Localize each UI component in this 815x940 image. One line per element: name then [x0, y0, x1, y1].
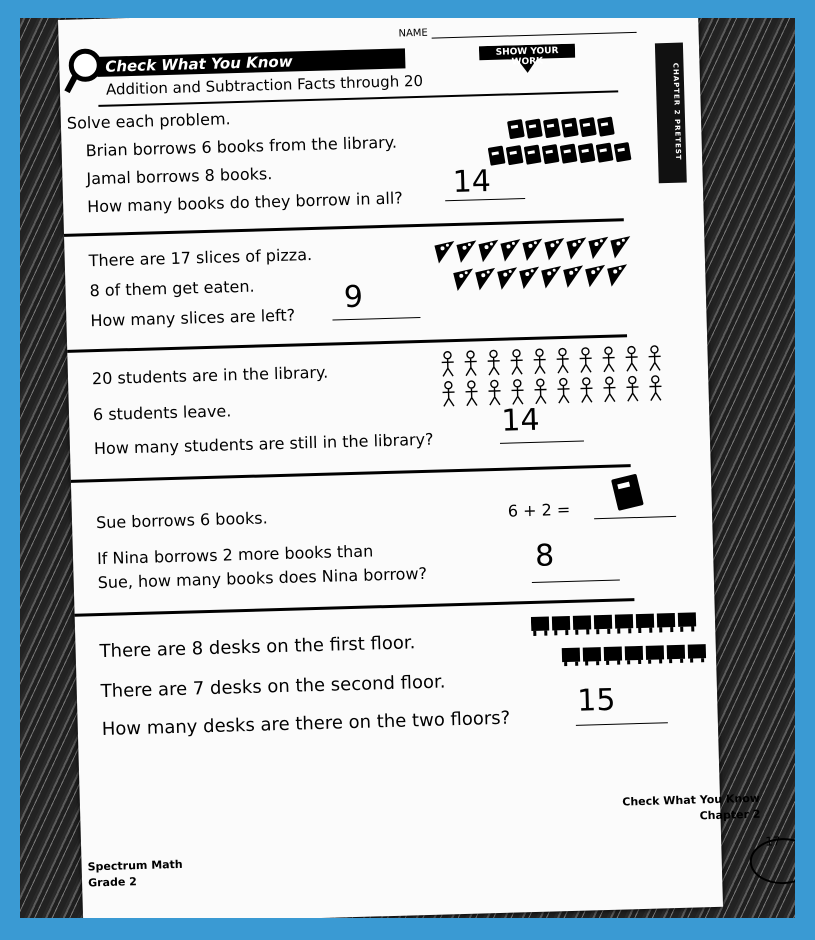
problem-3-line-2: 6 students leave. — [92, 401, 232, 425]
pizza-slice-icon — [563, 265, 584, 288]
pizza-slice-icon — [585, 265, 606, 288]
book-icon — [543, 118, 561, 138]
stick-figure-icon — [556, 348, 569, 373]
name-label: NAME — [398, 27, 428, 40]
book-icon-group — [487, 114, 639, 174]
book-icon — [596, 143, 614, 163]
stick-figure-icon — [603, 377, 616, 402]
desk-icon — [562, 648, 581, 667]
pizza-slice-icon — [566, 237, 587, 260]
problem-3-question: How many students are still in the library? — [93, 429, 434, 459]
footer-brand — [87, 857, 183, 892]
problem-5-answer-line[interactable] — [576, 721, 668, 726]
pizza-slice-icon — [522, 239, 543, 262]
book-icon — [524, 145, 542, 165]
book-icon — [488, 146, 506, 166]
stick-figure-icon — [626, 376, 639, 401]
problem-4-line-1: Sue borrows 6 books. — [95, 508, 268, 533]
problem-4-equation-blank[interactable] — [594, 515, 676, 519]
desk-icon — [678, 612, 697, 631]
desk-icon — [552, 616, 571, 635]
name-field[interactable] — [398, 22, 636, 40]
pizza-slice-icon — [456, 240, 477, 263]
desk-icon — [594, 615, 613, 634]
stick-figure-icon — [510, 350, 523, 375]
stick-figure-icon — [648, 346, 661, 371]
footer-brand-title: Spectrum Math — [87, 857, 183, 874]
stick-figure-icon — [625, 346, 638, 371]
problem-5-answer: 15 — [576, 682, 616, 719]
show-your-work-label: SHOW YOUR WORK — [495, 46, 559, 68]
problem-5-line-2: There are 7 desks on the second floor. — [100, 671, 446, 703]
pizza-slice-icon — [588, 237, 609, 260]
page-title: Check What You Know — [97, 48, 405, 77]
problem-2-answer-line[interactable] — [332, 316, 420, 320]
stick-figure-icon — [649, 376, 662, 401]
stick-figure-icon — [557, 378, 570, 403]
problem-1-question: How many books do they borrow in all? — [86, 188, 404, 217]
book-icon — [579, 117, 597, 137]
stick-figure-icon — [534, 379, 547, 404]
book-icon — [614, 142, 632, 162]
desk-icon — [604, 647, 623, 666]
stick-figure-icon — [602, 347, 615, 372]
problem-2-line-1: There are 17 slices of pizza. — [88, 245, 313, 271]
pizza-slice-icon — [519, 267, 540, 290]
book-icon — [542, 144, 560, 164]
problem-3-answer-line[interactable] — [500, 439, 584, 443]
footer-chapter-label — [610, 791, 761, 827]
stick-figure-icon — [465, 381, 478, 406]
desk-icon — [688, 644, 707, 663]
book-icon — [578, 143, 596, 163]
book-icon — [560, 144, 578, 164]
book-icon — [506, 145, 524, 165]
problem-2-question: How many slices are left? — [90, 305, 296, 331]
name-line — [432, 22, 637, 39]
photo-frame — [20, 18, 795, 918]
desk-icon — [531, 617, 550, 636]
stick-figure-icon-group — [437, 343, 679, 410]
pizza-slice-icon — [544, 238, 565, 261]
stick-figure-icon — [442, 382, 455, 407]
pizza-slice-icon — [610, 236, 631, 259]
page-subtitle: Addition and Subtraction Facts through 20 — [105, 71, 424, 99]
stick-figure-icon — [488, 380, 501, 405]
desk-icon — [583, 647, 602, 666]
problem-5-line-1: There are 8 desks on the first floor. — [99, 632, 416, 663]
problem-1-line-2: Jamal borrows 8 books. — [86, 164, 273, 189]
score-value: 17 — [765, 834, 781, 849]
stick-figure-icon — [441, 352, 454, 377]
problem-2-line-2: 8 of them get eaten. — [89, 276, 255, 301]
book-icon — [525, 118, 543, 138]
desk-icon — [657, 613, 676, 632]
stick-figure-icon — [464, 351, 477, 376]
desk-icon — [625, 646, 644, 665]
footer-check-title: Check What You Know — [622, 791, 761, 809]
problem-4-line-2: If Nina borrows 2 more books than — [96, 541, 374, 569]
pizza-slice-icon — [497, 267, 518, 290]
stick-figure-icon — [579, 348, 592, 373]
pizza-slice-icon-group — [434, 230, 646, 296]
problem-4-answer: 8 — [534, 538, 555, 574]
problem-4-equation: 6 + 2 = — [507, 499, 571, 521]
stick-figure-icon — [511, 380, 524, 405]
book-icon — [561, 117, 579, 137]
book-icon — [507, 119, 525, 139]
worksheet-page — [58, 18, 781, 918]
pizza-slice-icon — [475, 268, 496, 291]
desk-icon — [646, 645, 665, 664]
problem-4-answer-line[interactable] — [532, 579, 620, 583]
problem-2-answer: 9 — [343, 279, 364, 316]
pizza-slice-icon — [500, 239, 521, 262]
pizza-slice-icon — [541, 266, 562, 289]
problem-1-answer: 14 — [452, 163, 492, 201]
problem-1-line-1: Brian borrows 6 books from the library. — [85, 132, 398, 161]
problem-5-question: How many desks are there on the two floors? — [101, 707, 511, 741]
desk-icon-group — [531, 601, 743, 667]
desk-icon — [573, 615, 592, 634]
divider — [71, 464, 631, 483]
instructions: Solve each problem. — [66, 109, 231, 133]
desk-icon — [615, 614, 634, 633]
footer-check-chapter: Chapter 2 — [699, 807, 761, 823]
pizza-slice-icon — [453, 269, 474, 292]
desk-icon — [667, 645, 686, 664]
desk-icon — [636, 614, 655, 633]
pizza-slice-icon — [478, 240, 499, 263]
footer-brand-grade: Grade 2 — [87, 875, 137, 890]
book-icon — [611, 472, 646, 513]
problem-3-answer: 14 — [500, 402, 541, 439]
stick-figure-icon — [580, 378, 593, 403]
pizza-slice-icon — [434, 241, 455, 264]
chapter-tab-label: CHAPTER 2 PRETEST — [671, 62, 683, 161]
stick-figure-icon — [487, 350, 500, 375]
problem-3-line-1: 20 students are in the library. — [91, 362, 329, 389]
stick-figure-icon — [533, 349, 546, 374]
problem-4-question: Sue, how many books does Nina borrow? — [97, 563, 428, 593]
pizza-slice-icon — [607, 264, 628, 287]
book-icon — [597, 116, 615, 136]
